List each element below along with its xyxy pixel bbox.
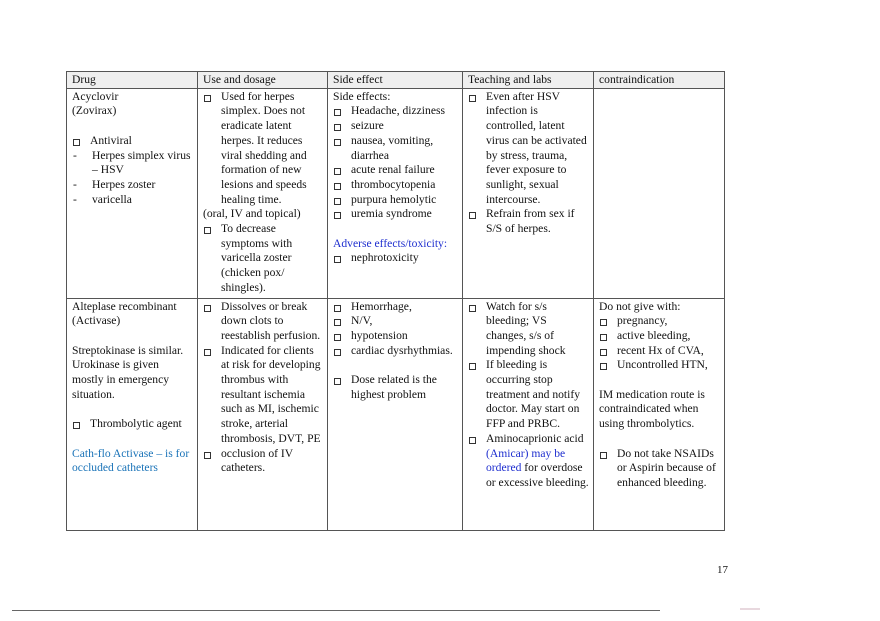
table-row: [67, 88, 725, 298]
route-note: (oral, IV and topical): [203, 207, 301, 221]
use-bullet: occlusion of IV catheters.: [203, 447, 323, 476]
use-bullet: Indicated for clients at risk for developing thrombus with resultant ischemia such as MI, ischemic stroke, arterial thrombosis, DVT, PE: [203, 344, 323, 447]
contraindication-cell: [594, 88, 725, 298]
header-contraindication: contraindication: [594, 72, 725, 89]
side-effect-cell: [328, 88, 463, 298]
side-effect-item: hypotension: [333, 329, 458, 344]
drug-reference-table: [66, 71, 725, 531]
side-effect-cell: [328, 298, 463, 530]
teaching-item: Watch for s/s bleeding; VS changes, s/s of impending shock: [468, 300, 589, 359]
drug-name: Alteplase recombinant: [72, 299, 177, 313]
header-teaching-and-labs: Teaching and labs: [463, 72, 594, 89]
use-cell: [198, 298, 328, 530]
teaching-item-amicar: [468, 432, 589, 491]
table-header-row: [67, 72, 725, 89]
use-cell: [198, 88, 328, 298]
drug-indication: - Herpes zoster: [72, 178, 193, 193]
side-effect-item: nausea, vomiting, diarrhea: [333, 134, 458, 163]
adverse-effect-item: nephrotoxicity: [333, 251, 458, 266]
drug-note: Streptokinase is similar. Urokinase is given mostly in emergency situation.: [72, 343, 184, 401]
drug-name: Acyclovir: [72, 89, 119, 103]
amicar-text-end: for overdose or excessive bleeding.: [486, 461, 589, 489]
side-effect-item: Hemorrhage,: [333, 300, 458, 315]
side-effect-note: Dose related is the highest problem: [333, 373, 458, 402]
header-use-and-dosage: Use and dosage: [198, 72, 328, 89]
footer-rule: [12, 610, 660, 611]
contra-item: active bleeding,: [599, 329, 720, 344]
amicar-highlight: (Amicar) may be ordered: [486, 446, 566, 475]
use-bullet: Used for herpes simplex. Does not eradicate latent herpes. It reduces viral shedding and formation of new lesions and speeds healing time.: [203, 90, 323, 208]
header-drug: Drug: [67, 72, 198, 89]
side-effect-item: thrombocytopenia: [333, 178, 458, 193]
drug-cell: [67, 88, 198, 298]
drug-cell: [67, 298, 198, 530]
teaching-item: Refrain from sex if S/S of herpes.: [468, 207, 589, 236]
cathflo-note: Cath-flo Activase – is for occluded catheters: [72, 446, 190, 475]
side-effect-item: uremia syndrome: [333, 207, 458, 222]
footer-marks: [740, 608, 760, 610]
teaching-cell: [463, 298, 594, 530]
side-effect-item: purpura hemolytic: [333, 193, 458, 208]
drug-class-bullet: Thrombolytic agent: [72, 417, 193, 432]
teaching-item: Even after HSV infection is controlled, latent virus can be activated by stress, trauma, fever exposure to sunlight, sexual intercourse.: [468, 90, 589, 208]
contra-item: pregnancy,: [599, 314, 720, 329]
drug-indication: - varicella: [72, 193, 193, 208]
adverse-effects-heading: Adverse effects/toxicity:: [333, 236, 448, 250]
page-number: 17: [717, 564, 728, 576]
drug-class-bullet: Antiviral: [72, 134, 193, 149]
nsaid-warning: Do not take NSAIDs or Aspirin because of enhanced bleeding.: [599, 447, 720, 491]
side-effect-item: N/V,: [333, 314, 458, 329]
header-side-effect: Side effect: [328, 72, 463, 89]
contra-item: recent Hx of CVA,: [599, 344, 720, 359]
teaching-cell: [463, 88, 594, 298]
use-bullet: To decrease symptoms with varicella zoster (chicken pox/ shingles).: [203, 222, 323, 296]
amicar-text: Aminocaprionic acid: [486, 431, 584, 445]
side-effect-item: Headache, dizziness: [333, 104, 458, 119]
side-effect-item: cardiac dysrhythmias.: [333, 344, 458, 359]
drug-brand: (Zovirax): [72, 104, 117, 118]
side-effects-heading: Side effects:: [333, 89, 391, 103]
im-route-note: IM medication route is contraindicated when using thrombolytics.: [599, 387, 705, 431]
contra-heading: Do not give with:: [599, 299, 681, 313]
contraindication-cell: [594, 298, 725, 530]
use-bullet: Dissolves or break down clots to reestablish perfusion.: [203, 300, 323, 344]
table-row: [67, 298, 725, 530]
contra-item: Uncontrolled HTN,: [599, 358, 720, 373]
side-effect-item: acute renal failure: [333, 163, 458, 178]
drug-indication: - Herpes simplex virus – HSV: [72, 149, 193, 178]
side-effect-item: seizure: [333, 119, 458, 134]
teaching-item: If bleeding is occurring stop treatment and notify doctor. May start on FFP and PRBC.: [468, 358, 589, 432]
drug-brand: (Activase): [72, 314, 121, 328]
